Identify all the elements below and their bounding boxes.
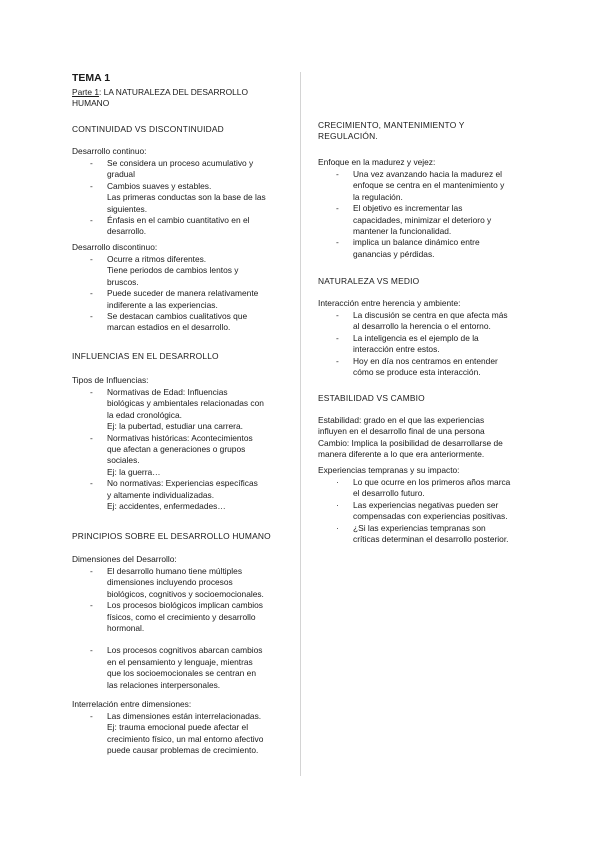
section-heading-influencias: INFLUENCIAS EN EL DESARROLLO — [72, 351, 219, 361]
bullet-marker: - — [90, 478, 93, 489]
list-item — [318, 333, 508, 356]
list-desarrollo-discontinuo — [72, 254, 258, 334]
list-experiencias-tempranas — [318, 477, 510, 545]
list-herencia-ambiente — [318, 310, 508, 378]
list-item-line: Se considera un proceso acumulativo y — [107, 158, 254, 168]
bullet-marker: - — [336, 332, 339, 343]
part-separator: : — [99, 87, 102, 97]
list-item — [72, 478, 264, 512]
list-item-line: Tiene periodos de cambios lentos y — [107, 265, 239, 276]
list-madurez-vejez — [318, 169, 504, 260]
list-item — [72, 387, 264, 433]
bullet-marker: - — [336, 310, 339, 320]
list-item-line: Los procesos biológicos implican cambios — [107, 600, 263, 611]
list-item — [318, 500, 510, 523]
list-tipos-influencias — [72, 387, 264, 512]
list-item — [72, 433, 264, 479]
list-item-line: sociales. — [107, 455, 140, 466]
list-item-line: Hoy en día nos centramos en entender — [353, 355, 498, 366]
list-item-line: Cambios suaves y estables. — [107, 180, 212, 191]
list-item-line: gradual — [107, 169, 135, 180]
list-item-line: físicos, como el crecimiento y desarrollo — [107, 611, 256, 622]
paragraph-estabilidad — [318, 415, 503, 461]
list-item-line: bruscos. — [107, 276, 139, 287]
paragraph-line: influyen en el desarrollo final de una persona — [318, 426, 485, 437]
list-item-line: El objetivo es incrementar las — [353, 203, 463, 214]
list-item — [318, 169, 504, 203]
bullet-marker: - — [90, 254, 93, 264]
list-item-line: Los procesos cognitivos abarcan cambios — [107, 645, 263, 656]
subheading-desarrollo-discontinuo: Desarrollo discontinuo: — [72, 242, 158, 252]
list-item-line: Ej: accidentes, enfermedades… — [107, 501, 226, 512]
list-item-line: ganancias y pérdidas. — [353, 248, 435, 259]
list-item-line: las relaciones interpersonales. — [107, 679, 221, 690]
list-item — [72, 254, 258, 288]
column-divider — [300, 72, 301, 776]
list-item-line: enfoque se centra en el mantenimiento y — [353, 180, 505, 191]
part-title-line-2: HUMANO — [72, 98, 110, 108]
bullet-marker: - — [336, 203, 339, 214]
section-heading-estabilidad: ESTABILIDAD VS CAMBIO — [318, 393, 425, 403]
subheading-madurez-vejez: Enfoque en la madurez y vejez: — [318, 157, 436, 167]
list-item-line: Se destacan cambios cualitativos que — [107, 311, 248, 322]
document-title: TEMA 1 — [72, 72, 111, 84]
part-heading — [72, 87, 248, 98]
bullet-marker: - — [336, 237, 339, 248]
subheading-desarrollo-continuo: Desarrollo continuo: — [72, 146, 147, 156]
list-item-line: Ocurre a ritmos diferentes. — [107, 254, 207, 264]
list-item-line: Las primeras conductas son la base de las — [107, 192, 266, 203]
list-item-line: la regulación. — [353, 191, 403, 202]
list-item-line: ¿Si las experiencias tempranas son — [353, 522, 486, 533]
list-item-line: hormonal. — [107, 623, 145, 634]
bullet-marker: - — [90, 311, 93, 322]
list-item-line: indiferente a las experiencias. — [107, 299, 218, 310]
list-item-line: mantener la funcionalidad. — [353, 226, 452, 237]
list-item — [72, 711, 263, 757]
list-item-line: El desarrollo humano tiene múltiples — [107, 566, 243, 576]
list-item-line: La discusión se centra en que afecta más — [353, 310, 508, 320]
bullet-marker: - — [90, 432, 93, 443]
list-item-line: Las experiencias negativas pueden ser — [353, 499, 499, 510]
list-item-line: al desarrollo la herencia o el entorno. — [353, 321, 491, 332]
list-item-line: la edad cronológica. — [107, 409, 182, 420]
list-item — [72, 566, 264, 600]
section-heading-naturaleza: NATURALEZA VS MEDIO — [318, 276, 420, 286]
list-item — [318, 356, 508, 379]
list-item-line: críticas determinan el desarrollo posterior. — [353, 534, 509, 545]
list-item-line: implica un balance dinámico entre — [353, 237, 480, 248]
list-item-line: compensadas con experiencias positivas. — [353, 511, 508, 522]
list-item-line: Puede suceder de manera relativamente — [107, 288, 259, 299]
list-item-line: capacidades, minimizar el deterioro y — [353, 214, 492, 225]
list-desarrollo-continuo — [72, 158, 266, 238]
bullet-marker: - — [90, 288, 93, 299]
list-item-line: puede causar problemas de crecimiento. — [107, 745, 259, 756]
bullet-marker: - — [90, 158, 93, 168]
paragraph-line: Estabilidad: grado en el que las experiencias — [318, 415, 485, 425]
section-heading-continuidad: CONTINUIDAD VS DISCONTINUIDAD — [72, 124, 224, 134]
list-item — [72, 645, 264, 691]
bullet-marker: - — [90, 600, 93, 611]
list-item — [318, 237, 504, 260]
list-item-line: dimensiones incluyendo procesos — [107, 577, 233, 588]
list-item — [318, 523, 510, 546]
list-item-line: y altamente individualizadas. — [107, 489, 215, 500]
list-item-line: No normativas: Experiencias específicas — [107, 478, 258, 489]
list-item-line: Una vez avanzando hacia la madurez el — [353, 169, 502, 179]
list-item — [72, 181, 266, 215]
subheading-tipos-influencias: Tipos de Influencias: — [72, 375, 149, 385]
list-item — [72, 311, 258, 334]
list-item — [318, 203, 504, 237]
bullet-marker: - — [336, 169, 339, 179]
section-heading-crecimiento-line-1: CRECIMIENTO, MANTENIMIENTO Y — [318, 120, 465, 130]
list-item — [72, 288, 258, 311]
bullet-marker: - — [90, 566, 93, 576]
paragraph-line: manera diferente a lo que era anteriormente. — [318, 449, 485, 460]
bullet-marker: - — [90, 645, 93, 656]
list-item-line: Énfasis en el cambio cuantitativo en el — [107, 215, 250, 226]
list-item-line: Lo que ocurre en los primeros años marca — [353, 477, 511, 487]
list-item-line: Ej: trauma emocional puede afectar el — [107, 722, 249, 733]
list-item-line: Las dimensiones están interrelacionadas. — [107, 711, 262, 721]
list-item-line: que los socioemocionales se centran en — [107, 668, 256, 679]
bullet-marker: - — [90, 711, 93, 721]
subheading-dimensiones: Dimensiones del Desarrollo: — [72, 554, 177, 564]
list-item-line: cómo se produce esta interacción. — [353, 367, 481, 378]
list-item-line: Normativas de Edad: Influencias — [107, 387, 228, 397]
list-item-line: biológicos, cognitivos y socioemocionales. — [107, 588, 264, 599]
section-heading-principios: PRINCIPIOS SOBRE EL DESARROLLO HUMANO — [72, 531, 271, 541]
list-item — [72, 158, 266, 181]
list-item-line: desarrollo. — [107, 226, 147, 237]
list-item-line: Ej: la pubertad, estudiar una carrera. — [107, 421, 243, 432]
bullet-marker: - — [90, 215, 93, 226]
list-item — [72, 600, 264, 634]
list-item-line: crecimiento físico, un mal entorno afectivo — [107, 733, 264, 744]
list-interrelacion — [72, 711, 263, 757]
list-item-line: marcan estadios en el desarrollo. — [107, 322, 231, 333]
part-label: Parte 1 — [72, 87, 100, 97]
bullet-marker: · — [336, 522, 339, 533]
subheading-experiencias-tempranas: Experiencias tempranas y su impacto: — [318, 465, 460, 475]
list-item-line: biológicas y ambientales relacionadas con — [107, 398, 264, 409]
subheading-herencia-ambiente: Interacción entre herencia y ambiente: — [318, 298, 461, 308]
list-item-line: en el pensamiento y lenguaje, mientras — [107, 656, 253, 667]
bullet-marker: · — [336, 499, 339, 510]
list-item-line: Ej: la guerra… — [107, 466, 161, 477]
bullet-marker: - — [90, 387, 93, 397]
bullet-marker: - — [90, 180, 93, 191]
bullet-marker: - — [336, 355, 339, 366]
list-item — [72, 215, 266, 238]
list-dimensiones — [72, 566, 264, 702]
list-item-line: interacción entre estos. — [353, 344, 440, 355]
paragraph-line: Cambio: Implica la posibilidad de desarrollarse de — [318, 437, 503, 448]
list-item-line: que afectan a generaciones o grupos — [107, 444, 246, 455]
part-title-line-1: LA NATURALEZA DEL DESARROLLO — [101, 87, 248, 97]
bullet-marker: · — [336, 477, 339, 487]
list-item-line: el desarrollo futuro. — [353, 488, 425, 499]
list-item-line: La inteligencia es el ejemplo de la — [353, 332, 479, 343]
list-item-line: Normativas históricas: Acontecimientos — [107, 432, 253, 443]
list-item — [318, 477, 510, 500]
section-heading-crecimiento-line-2: REGULACIÓN. — [318, 131, 378, 141]
list-item-line: siguientes. — [107, 203, 148, 214]
list-item — [318, 310, 508, 333]
subheading-interrelacion: Interrelación entre dimensiones: — [72, 699, 192, 709]
